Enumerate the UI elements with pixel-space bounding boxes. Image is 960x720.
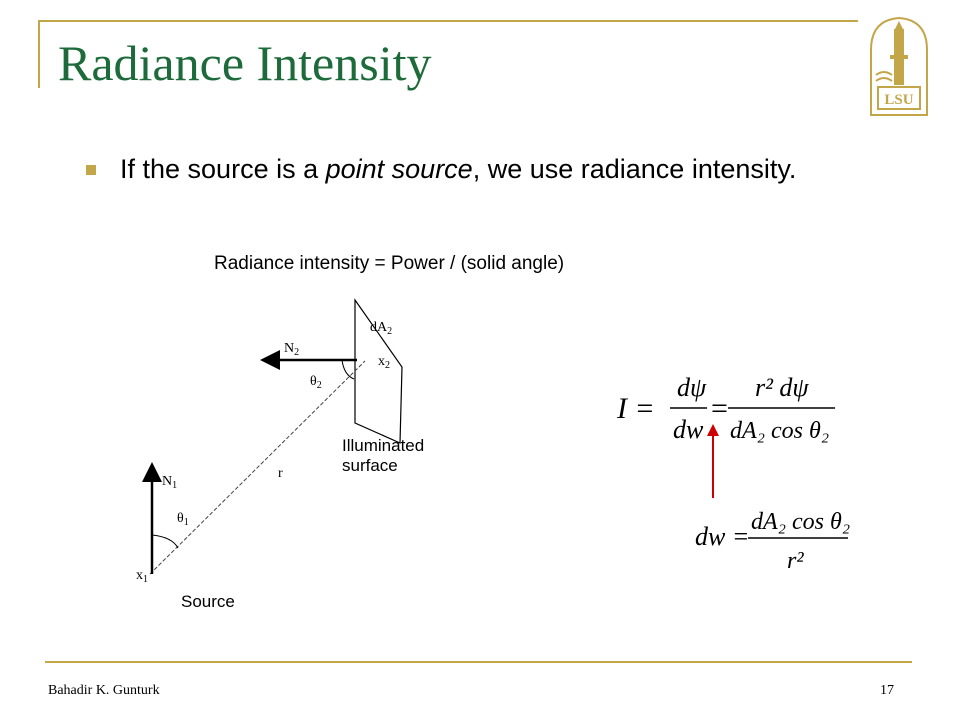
bullet-marker <box>86 165 96 175</box>
label-N1: $N_1$ <box>162 474 178 491</box>
radiance-intensity-equation <box>615 368 845 448</box>
radiance-formula-text: Radiance intensity = Power / (solid angle) <box>214 253 565 274</box>
page-number: 17 <box>880 683 894 698</box>
svg-text:dw: dw <box>673 415 704 444</box>
label-x1: $x_1$ <box>136 568 148 585</box>
derivation-arrow <box>703 420 723 500</box>
lsu-logo <box>866 15 932 120</box>
label-x2: $x_2$ <box>378 354 390 371</box>
bullet-text: If the source is a point source, we use radiance intensity. <box>120 154 797 184</box>
source-label: Source <box>181 592 235 611</box>
svg-text:dA₂ cos θ₂: dA₂ cos θ₂ <box>751 509 851 535</box>
left-border <box>38 20 40 88</box>
slide-title: Radiance Intensity <box>58 35 432 91</box>
footer-author: Bahadir K. Gunturk <box>48 683 160 698</box>
svg-text:dA₂ cos θ₂: dA₂ cos θ₂ <box>730 418 830 444</box>
label-dA2: $dA_2$ <box>370 320 393 337</box>
svg-text:I =: I = <box>617 392 655 425</box>
theta1-arc <box>152 535 178 548</box>
footer-divider <box>45 661 912 663</box>
svg-text:r²: r² <box>787 548 804 574</box>
svg-text:dψ: dψ <box>677 373 707 402</box>
label-theta1: $\theta_1$ <box>177 511 189 528</box>
svg-text:r² dψ: r² dψ <box>755 373 809 402</box>
theta2-arc <box>342 360 354 379</box>
svg-text:dw =: dw = <box>695 522 750 551</box>
label-r: r <box>278 466 283 481</box>
solid-angle-equation <box>693 505 853 580</box>
top-border <box>38 20 858 22</box>
illuminated-surface-label: Illuminated surface <box>342 436 425 475</box>
label-N2: $N_2$ <box>284 341 300 358</box>
label-theta2: $\theta_2$ <box>310 374 322 391</box>
svg-text:=: = <box>711 392 728 425</box>
ray-r <box>150 361 365 574</box>
svg-text:LSU: LSU <box>884 92 914 108</box>
